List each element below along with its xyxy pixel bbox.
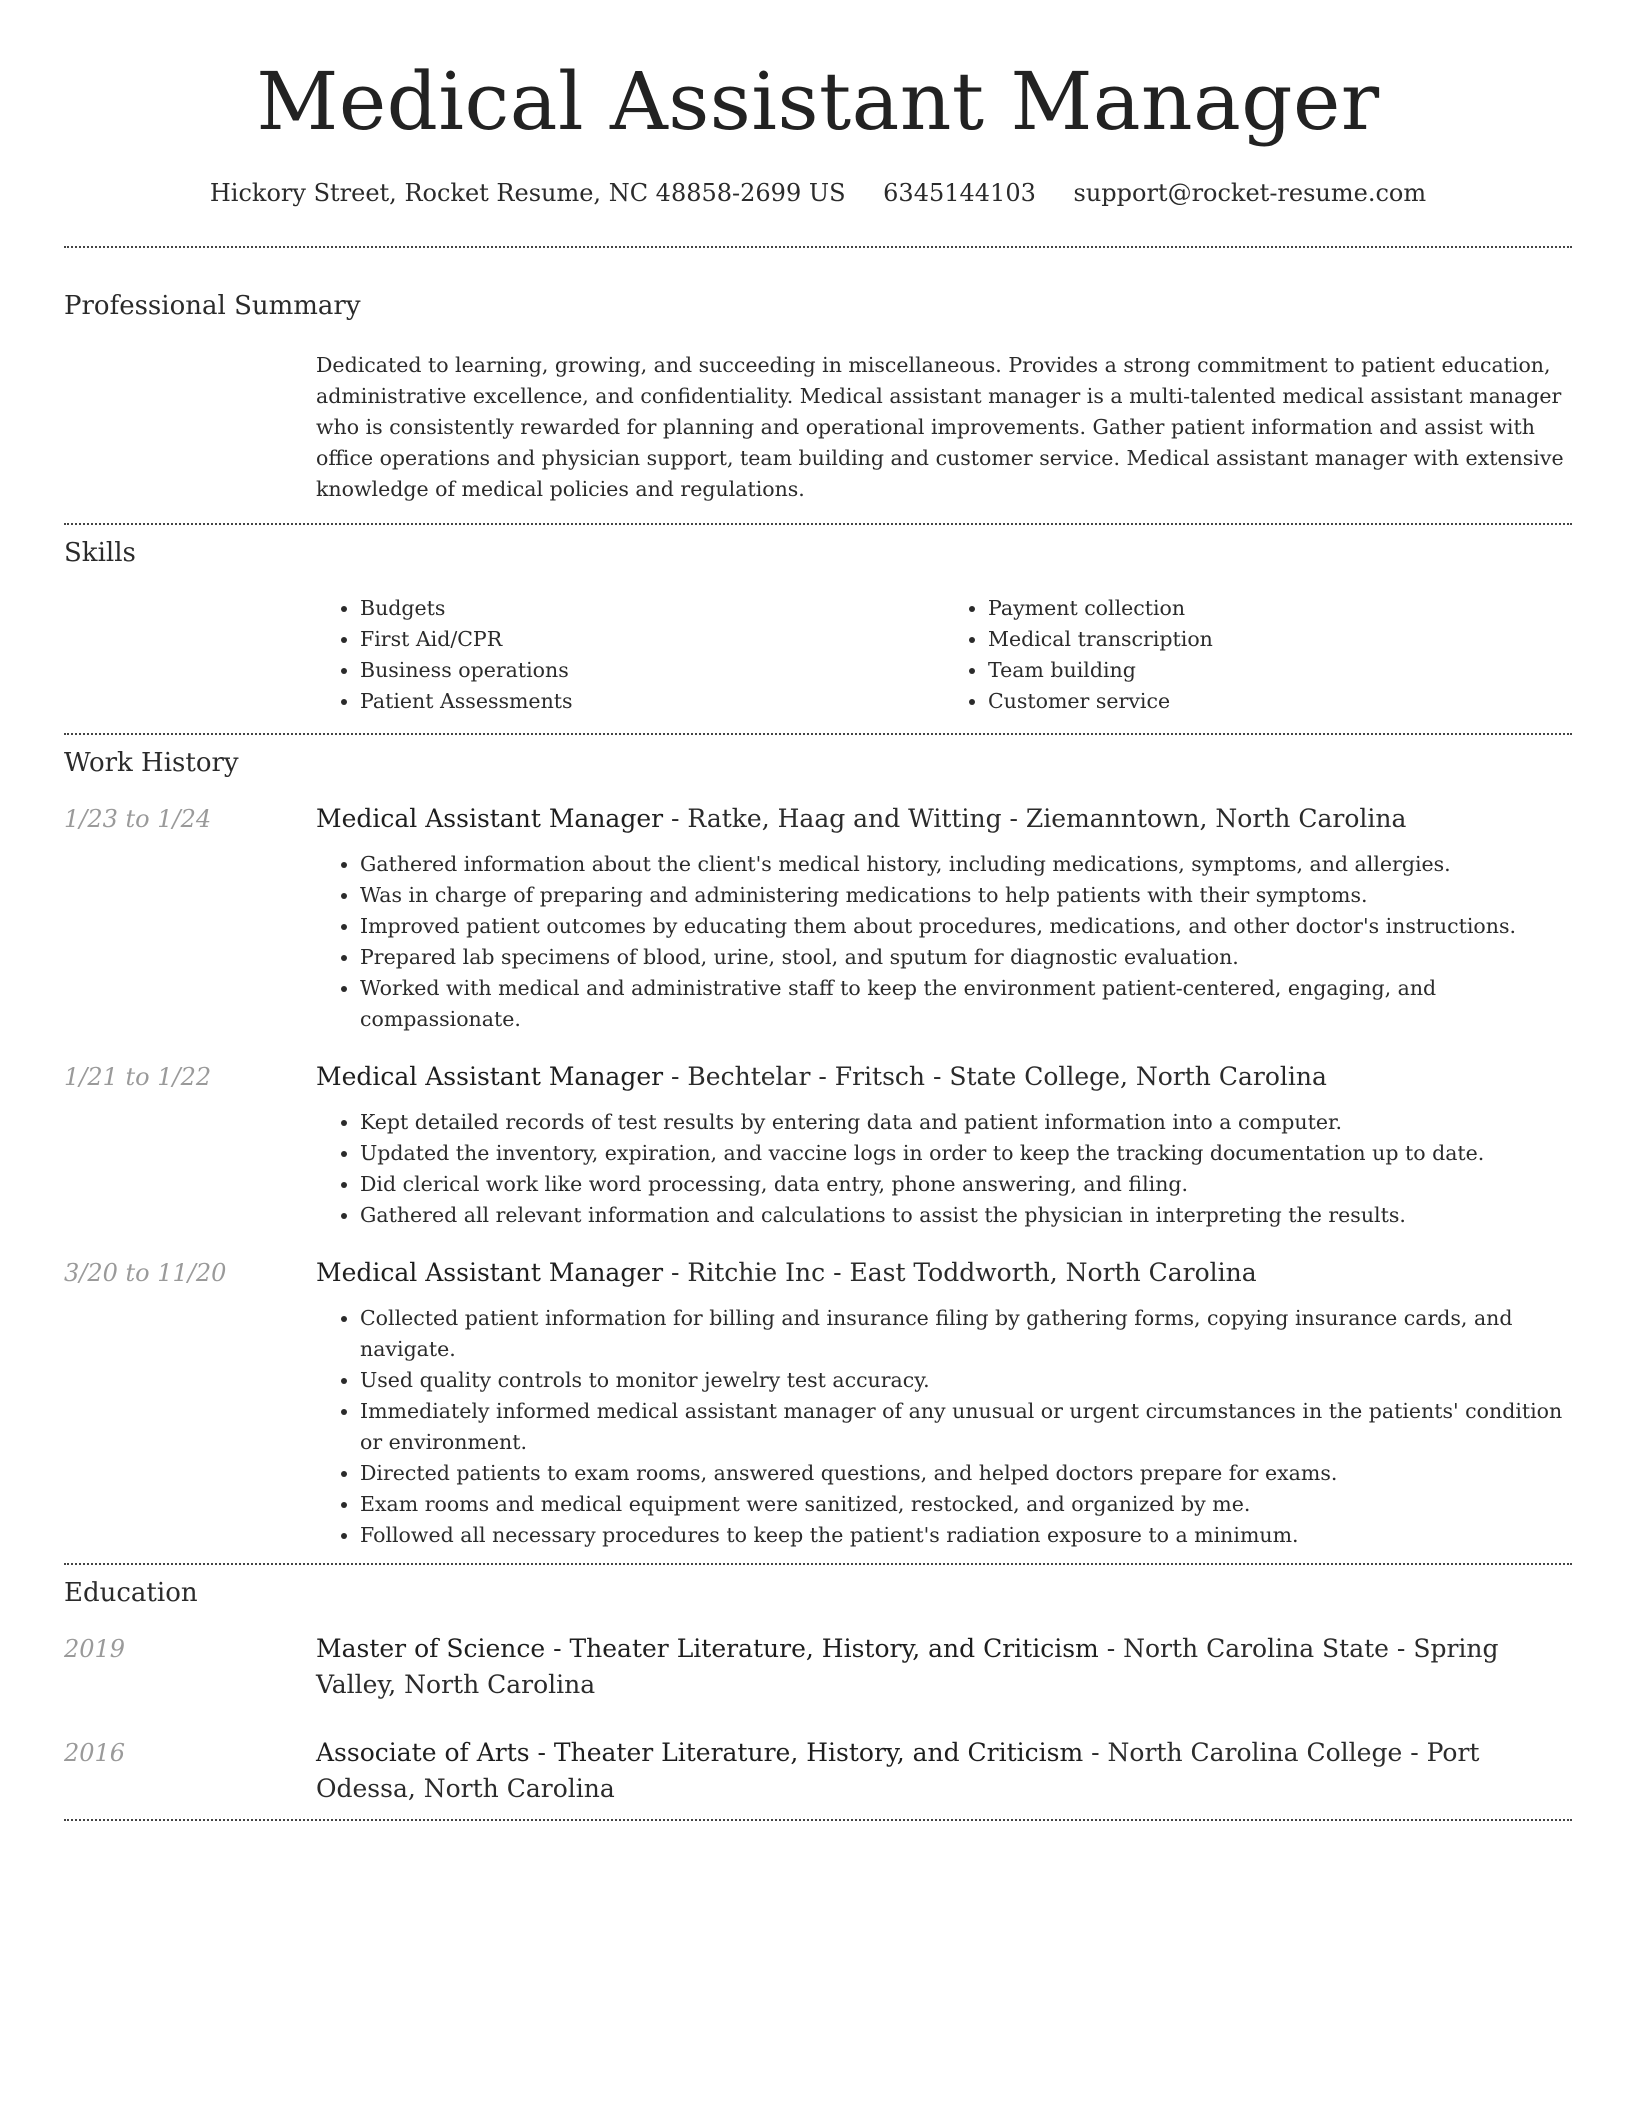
summary-text: Dedicated to learning, growing, and succeeding in miscellaneous. Provides a strong commitment to patient education, administrative excellence, and confidentiality. Medical assistant manager is a multi-talented medical assistant manager who is consistently rewarded for planning and operational improvements. Gather patient information and assist with office operations and physician support, team building and customer service. Medical assistant manager with extensive knowledge of medical policies and regulations. [316,353,1564,501]
skill-item: • Payment collection [988,593,1572,624]
education-detail: - North Carolina State - Spring Valley, North Carolina [316,1634,1499,1699]
job-bullet: • Directed patients to exam rooms, answered questions, and helped doctors prepare for exams. [360,1458,1572,1489]
job-entry [64,1255,1572,1551]
contact-email[interactable]: support@rocket-resume.com [1073,179,1427,207]
contact-address: Hickory Street, Rocket Resume, NC 48858-2699 US [209,179,846,207]
job-bullet: • Prepared lab specimens of blood, urine, stool, and sputum for diagnostic evaluation. [360,942,1572,973]
education-year: 2019 [64,1635,126,1663]
job-bullet: • Used quality controls to monitor jewelry test accuracy. [360,1365,1572,1396]
education-detail: - North Carolina College - Port Odessa, North Carolina [316,1738,1480,1803]
education-section [64,1565,1572,1819]
job-detail: - Ratke, Haag and Witting - Ziemanntown, North Carolina [663,804,1407,833]
job-heading [316,1255,1572,1291]
job-role: Medical Assistant Manager [316,1258,664,1287]
job-bullet: • Followed all necessary procedures to keep the patient's radiation exposure to a minimum. [360,1520,1572,1551]
job-heading [316,1059,1572,1095]
job-heading [316,801,1572,837]
job-detail: - Bechtelar - Fritsch - State College, North Carolina [663,1062,1327,1091]
skill-item: • Customer service [988,686,1572,717]
job-dates: 1/23 to 1/24 [64,805,212,833]
job-bullets [316,1107,1572,1231]
job-bullet: • Gathered information about the client's medical history, including medications, symptoms, and allergies. [360,849,1572,880]
education-heading-line [316,1735,1572,1807]
summary-section [64,248,1572,523]
skill-item: • First Aid/CPR [360,624,944,655]
skills-section [64,525,1572,733]
contact-line [64,176,1572,210]
job-bullet: • Collected patient information for billing and insurance filing by gathering forms, copying insurance cards, and navigate. [360,1303,1572,1365]
education-year: 2016 [64,1739,126,1767]
contact-phone: 6345144103 [883,179,1036,207]
divider [64,1819,1572,1821]
education-entry [64,1735,1572,1807]
job-bullet: • Immediately informed medical assistant manager of any unusual or urgent circumstances in the patients' condition or environment. [360,1396,1572,1458]
job-bullets [316,849,1572,1035]
skill-item: • Patient Assessments [360,686,944,717]
job-bullet: • Improved patient outcomes by educating them about procedures, medications, and other doctor's instructions. [360,911,1572,942]
job-bullet: • Exam rooms and medical equipment were sanitized, restocked, and organized by me. [360,1489,1572,1520]
job-detail: - Ritchie Inc - East Toddworth, North Carolina [663,1258,1257,1287]
job-entry [64,801,1572,1035]
candidate-name: Medical Assistant Manager [256,55,1380,148]
education-degree: Associate of Arts - Theater Literature, History, and Criticism [316,1738,1084,1767]
job-role: Medical Assistant Manager [316,1062,664,1091]
job-bullet: • Gathered all relevant information and calculations to assist the physician in interpreting the results. [360,1200,1572,1231]
skills-list-left [316,593,944,717]
skill-item: • Business operations [360,655,944,686]
skills-list-right [944,593,1572,717]
job-dates: 3/20 to 11/20 [64,1259,227,1287]
job-bullet: • Worked with medical and administrative staff to keep the environment patient-centered, engaging, and compassionate. [360,973,1572,1035]
education-entry [64,1631,1572,1703]
education-heading-line [316,1631,1572,1703]
resume-page [64,0,1572,1821]
job-bullet: • Updated the inventory, expiration, and vaccine logs in order to keep the tracking documentation up to date. [360,1138,1572,1169]
summary-heading: Professional Summary [64,291,361,321]
job-bullet: • Did clerical work like word processing, data entry, phone answering, and filing. [360,1169,1572,1200]
job-bullets [316,1303,1572,1551]
skill-item: • Team building [988,655,1572,686]
work-history-section [64,735,1572,1563]
job-entry [64,1059,1572,1231]
education-degree: Master of Science - Theater Literature, History, and Criticism [316,1634,1099,1663]
job-dates: 1/21 to 1/22 [64,1063,212,1091]
job-bullet: • Kept detailed records of test results by entering data and patient information into a computer. [360,1107,1572,1138]
job-role: Medical Assistant Manager [316,804,664,833]
skill-item: • Medical transcription [988,624,1572,655]
skill-item: • Budgets [360,593,944,624]
job-bullet: • Was in charge of preparing and administering medications to help patients with their symptoms. [360,880,1572,911]
education-heading: Education [64,1578,198,1608]
skills-heading: Skills [64,538,136,568]
work-history-heading: Work History [64,748,239,778]
